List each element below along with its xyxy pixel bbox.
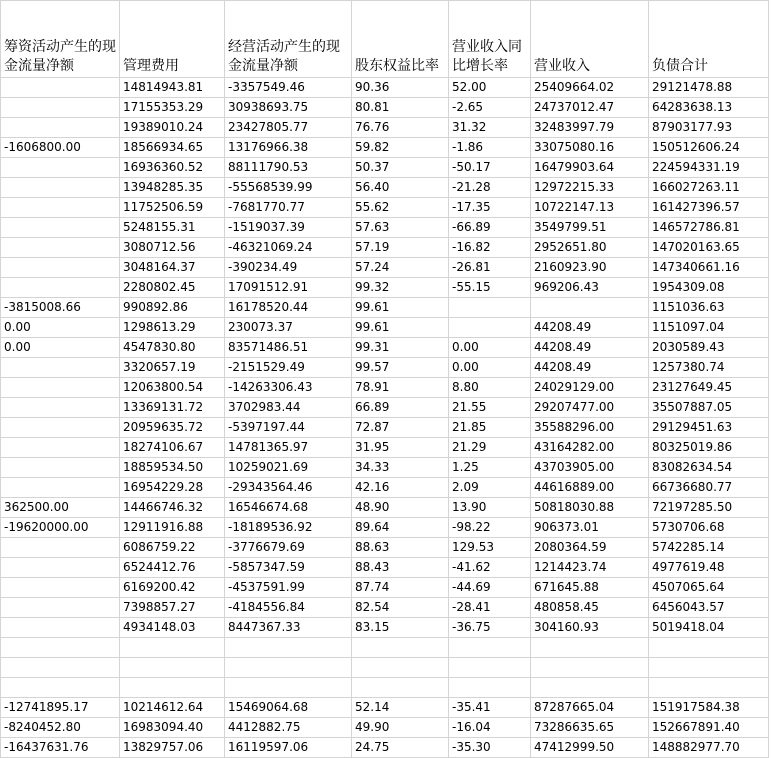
table-row bbox=[1, 638, 769, 658]
cell-financing-cash-flow[interactable] bbox=[1, 78, 120, 98]
cell-total-liabilities[interactable]: 6456043.57 bbox=[649, 598, 769, 618]
cell-revenue[interactable]: 25409664.02 bbox=[531, 78, 649, 98]
cell-equity-ratio[interactable]: 99.61 bbox=[352, 318, 449, 338]
cell-operating-cash-flow[interactable]: 83571486.51 bbox=[225, 338, 352, 358]
cell-total-liabilities[interactable]: 1151036.63 bbox=[649, 298, 769, 318]
cell-admin-expenses[interactable]: 3320657.19 bbox=[120, 358, 225, 378]
cell-revenue-growth[interactable] bbox=[449, 318, 531, 338]
cell-admin-expenses[interactable]: 10214612.64 bbox=[120, 698, 225, 718]
cell-financing-cash-flow[interactable] bbox=[1, 458, 120, 478]
cell-admin-expenses[interactable]: 4547830.80 bbox=[120, 338, 225, 358]
cell-total-liabilities[interactable]: 147020163.65 bbox=[649, 238, 769, 258]
cell-revenue-growth[interactable]: -36.75 bbox=[449, 618, 531, 638]
cell-equity-ratio[interactable]: 78.91 bbox=[352, 378, 449, 398]
header-cell-total-liabilities[interactable]: 负债合计 bbox=[649, 1, 769, 78]
cell-admin-expenses[interactable]: 4934148.03 bbox=[120, 618, 225, 638]
cell-revenue-growth[interactable]: -55.15 bbox=[449, 278, 531, 298]
cell-admin-expenses[interactable]: 3048164.37 bbox=[120, 258, 225, 278]
cell-financing-cash-flow[interactable] bbox=[1, 178, 120, 198]
cell-financing-cash-flow[interactable] bbox=[1, 98, 120, 118]
cell-financing-cash-flow[interactable] bbox=[1, 598, 120, 618]
cell-operating-cash-flow[interactable]: 10259021.69 bbox=[225, 458, 352, 478]
cell-total-liabilities[interactable]: 5730706.68 bbox=[649, 518, 769, 538]
cell-total-liabilities[interactable]: 152667891.40 bbox=[649, 718, 769, 738]
cell-operating-cash-flow[interactable]: -29343564.46 bbox=[225, 478, 352, 498]
cell-operating-cash-flow[interactable]: 14781365.97 bbox=[225, 438, 352, 458]
cell-operating-cash-flow[interactable]: 88111790.53 bbox=[225, 158, 352, 178]
cell-revenue[interactable]: 906373.01 bbox=[531, 518, 649, 538]
cell-revenue[interactable]: 2952651.80 bbox=[531, 238, 649, 258]
cell-operating-cash-flow[interactable]: 3702983.44 bbox=[225, 398, 352, 418]
cell-financing-cash-flow[interactable] bbox=[1, 258, 120, 278]
cell-operating-cash-flow[interactable] bbox=[225, 638, 352, 658]
cell-operating-cash-flow[interactable]: -1519037.39 bbox=[225, 218, 352, 238]
cell-operating-cash-flow[interactable]: -3357549.46 bbox=[225, 78, 352, 98]
cell-equity-ratio[interactable]: 34.33 bbox=[352, 458, 449, 478]
cell-revenue-growth[interactable] bbox=[449, 678, 531, 698]
cell-revenue-growth[interactable]: -16.82 bbox=[449, 238, 531, 258]
cell-revenue[interactable]: 44616889.00 bbox=[531, 478, 649, 498]
cell-revenue-growth[interactable]: 8.80 bbox=[449, 378, 531, 398]
cell-total-liabilities[interactable]: 2030589.43 bbox=[649, 338, 769, 358]
cell-financing-cash-flow[interactable] bbox=[1, 378, 120, 398]
cell-admin-expenses[interactable]: 14814943.81 bbox=[120, 78, 225, 98]
header-cell-admin-expenses[interactable]: 管理费用 bbox=[120, 1, 225, 78]
header-cell-operating-cash-flow[interactable]: 经营活动产生的现金流量净额 bbox=[225, 1, 352, 78]
table-row bbox=[1, 578, 769, 598]
cell-equity-ratio[interactable] bbox=[352, 678, 449, 698]
cell-operating-cash-flow[interactable]: -3776679.69 bbox=[225, 538, 352, 558]
cell-operating-cash-flow[interactable] bbox=[225, 658, 352, 678]
cell-operating-cash-flow[interactable]: -2151529.49 bbox=[225, 358, 352, 378]
cell-total-liabilities[interactable]: 224594331.19 bbox=[649, 158, 769, 178]
cell-admin-expenses[interactable]: 12911916.88 bbox=[120, 518, 225, 538]
cell-total-liabilities[interactable]: 151917584.38 bbox=[649, 698, 769, 718]
cell-revenue[interactable]: 480858.45 bbox=[531, 598, 649, 618]
cell-financing-cash-flow[interactable] bbox=[1, 238, 120, 258]
cell-admin-expenses[interactable]: 16954229.28 bbox=[120, 478, 225, 498]
cell-revenue[interactable]: 43164282.00 bbox=[531, 438, 649, 458]
cell-operating-cash-flow[interactable]: -18189536.92 bbox=[225, 518, 352, 538]
cell-operating-cash-flow[interactable]: 17091512.91 bbox=[225, 278, 352, 298]
cell-equity-ratio[interactable]: 57.24 bbox=[352, 258, 449, 278]
cell-admin-expenses[interactable] bbox=[120, 638, 225, 658]
table-row bbox=[1, 558, 769, 578]
table-row bbox=[1, 338, 769, 358]
cell-operating-cash-flow[interactable]: 230073.37 bbox=[225, 318, 352, 338]
cell-operating-cash-flow[interactable]: -390234.49 bbox=[225, 258, 352, 278]
cell-equity-ratio[interactable] bbox=[352, 658, 449, 678]
cell-financing-cash-flow[interactable]: 0.00 bbox=[1, 318, 120, 338]
cell-revenue-growth[interactable]: -66.89 bbox=[449, 218, 531, 238]
cell-revenue-growth[interactable]: -35.30 bbox=[449, 738, 531, 758]
cell-revenue[interactable]: 304160.93 bbox=[531, 618, 649, 638]
table-row bbox=[1, 378, 769, 398]
cell-revenue[interactable]: 44208.49 bbox=[531, 358, 649, 378]
cell-admin-expenses[interactable]: 1298613.29 bbox=[120, 318, 225, 338]
cell-revenue[interactable]: 29207477.00 bbox=[531, 398, 649, 418]
cell-operating-cash-flow[interactable]: -7681770.77 bbox=[225, 198, 352, 218]
cell-equity-ratio[interactable]: 31.95 bbox=[352, 438, 449, 458]
cell-revenue-growth[interactable] bbox=[449, 658, 531, 678]
cell-total-liabilities[interactable]: 29129451.63 bbox=[649, 418, 769, 438]
cell-equity-ratio[interactable]: 89.64 bbox=[352, 518, 449, 538]
cell-revenue[interactable] bbox=[531, 298, 649, 318]
table-row bbox=[1, 198, 769, 218]
cell-revenue-growth[interactable]: 52.00 bbox=[449, 78, 531, 98]
cell-equity-ratio[interactable]: 88.63 bbox=[352, 538, 449, 558]
table-row bbox=[1, 178, 769, 198]
cell-admin-expenses[interactable]: 16983094.40 bbox=[120, 718, 225, 738]
cell-total-liabilities[interactable]: 5019418.04 bbox=[649, 618, 769, 638]
cell-financing-cash-flow[interactable]: -12741895.17 bbox=[1, 698, 120, 718]
header-cell-revenue[interactable]: 营业收入 bbox=[531, 1, 649, 78]
cell-equity-ratio[interactable]: 49.90 bbox=[352, 718, 449, 738]
spreadsheet-body bbox=[1, 1, 769, 758]
cell-revenue[interactable]: 2080364.59 bbox=[531, 538, 649, 558]
cell-operating-cash-flow[interactable]: 15469064.68 bbox=[225, 698, 352, 718]
cell-equity-ratio[interactable]: 57.19 bbox=[352, 238, 449, 258]
cell-revenue[interactable]: 24737012.47 bbox=[531, 98, 649, 118]
cell-financing-cash-flow[interactable]: -16437631.76 bbox=[1, 738, 120, 758]
cell-admin-expenses[interactable]: 12063800.54 bbox=[120, 378, 225, 398]
cell-operating-cash-flow[interactable] bbox=[225, 678, 352, 698]
table-row bbox=[1, 598, 769, 618]
cell-operating-cash-flow[interactable]: -55568539.99 bbox=[225, 178, 352, 198]
cell-operating-cash-flow[interactable]: -5397197.44 bbox=[225, 418, 352, 438]
cell-total-liabilities[interactable]: 35507887.05 bbox=[649, 398, 769, 418]
table-row bbox=[1, 258, 769, 278]
cell-revenue[interactable]: 47412999.50 bbox=[531, 738, 649, 758]
cell-revenue-growth[interactable]: -98.22 bbox=[449, 518, 531, 538]
cell-equity-ratio[interactable]: 59.82 bbox=[352, 138, 449, 158]
cell-admin-expenses[interactable]: 6086759.22 bbox=[120, 538, 225, 558]
cell-admin-expenses[interactable]: 6169200.42 bbox=[120, 578, 225, 598]
cell-revenue-growth[interactable]: 13.90 bbox=[449, 498, 531, 518]
cell-revenue[interactable]: 671645.88 bbox=[531, 578, 649, 598]
cell-admin-expenses[interactable]: 6524412.76 bbox=[120, 558, 225, 578]
cell-equity-ratio[interactable]: 90.36 bbox=[352, 78, 449, 98]
table-row bbox=[1, 398, 769, 418]
cell-financing-cash-flow[interactable] bbox=[1, 278, 120, 298]
cell-total-liabilities[interactable]: 87903177.93 bbox=[649, 118, 769, 138]
cell-total-liabilities[interactable]: 1954309.08 bbox=[649, 278, 769, 298]
cell-operating-cash-flow[interactable]: 4412882.75 bbox=[225, 718, 352, 738]
cell-total-liabilities[interactable]: 72197285.50 bbox=[649, 498, 769, 518]
cell-admin-expenses[interactable]: 14466746.32 bbox=[120, 498, 225, 518]
table-row bbox=[1, 78, 769, 98]
cell-total-liabilities[interactable]: 83082634.54 bbox=[649, 458, 769, 478]
cell-revenue[interactable]: 32483997.79 bbox=[531, 118, 649, 138]
cell-equity-ratio[interactable]: 99.32 bbox=[352, 278, 449, 298]
header-cell-financing-cash-flow[interactable]: 筹资活动产生的现金流量净额 bbox=[1, 1, 120, 78]
cell-operating-cash-flow[interactable]: 8447367.33 bbox=[225, 618, 352, 638]
cell-admin-expenses[interactable]: 5248155.31 bbox=[120, 218, 225, 238]
cell-revenue-growth[interactable]: 21.85 bbox=[449, 418, 531, 438]
cell-total-liabilities[interactable]: 23127649.45 bbox=[649, 378, 769, 398]
cell-revenue[interactable] bbox=[531, 678, 649, 698]
table-row bbox=[1, 238, 769, 258]
table-row bbox=[1, 358, 769, 378]
cell-operating-cash-flow[interactable]: 16546674.68 bbox=[225, 498, 352, 518]
cell-total-liabilities[interactable]: 166027263.11 bbox=[649, 178, 769, 198]
cell-equity-ratio[interactable]: 24.75 bbox=[352, 738, 449, 758]
cell-financing-cash-flow[interactable] bbox=[1, 358, 120, 378]
cell-revenue[interactable]: 44208.49 bbox=[531, 338, 649, 358]
cell-revenue[interactable]: 43703905.00 bbox=[531, 458, 649, 478]
cell-financing-cash-flow[interactable] bbox=[1, 678, 120, 698]
cell-revenue[interactable]: 10722147.13 bbox=[531, 198, 649, 218]
table-row bbox=[1, 218, 769, 238]
cell-total-liabilities[interactable]: 64283638.13 bbox=[649, 98, 769, 118]
cell-revenue-growth[interactable]: 0.00 bbox=[449, 338, 531, 358]
cell-financing-cash-flow[interactable]: -3815008.66 bbox=[1, 298, 120, 318]
cell-revenue-growth[interactable]: 21.29 bbox=[449, 438, 531, 458]
cell-equity-ratio[interactable]: 83.15 bbox=[352, 618, 449, 638]
cell-revenue[interactable]: 33075080.16 bbox=[531, 138, 649, 158]
cell-equity-ratio[interactable]: 42.16 bbox=[352, 478, 449, 498]
cell-revenue[interactable]: 44208.49 bbox=[531, 318, 649, 338]
cell-revenue-growth[interactable]: -35.41 bbox=[449, 698, 531, 718]
cell-financing-cash-flow[interactable] bbox=[1, 638, 120, 658]
cell-revenue[interactable]: 73286635.65 bbox=[531, 718, 649, 738]
table-row bbox=[1, 298, 769, 318]
table-row bbox=[1, 138, 769, 158]
cell-revenue-growth[interactable]: 31.32 bbox=[449, 118, 531, 138]
cell-total-liabilities[interactable]: 66736680.77 bbox=[649, 478, 769, 498]
table-row bbox=[1, 118, 769, 138]
cell-financing-cash-flow[interactable] bbox=[1, 218, 120, 238]
cell-total-liabilities[interactable]: 29121478.88 bbox=[649, 78, 769, 98]
cell-financing-cash-flow[interactable] bbox=[1, 198, 120, 218]
cell-revenue[interactable]: 24029129.00 bbox=[531, 378, 649, 398]
cell-revenue-growth[interactable]: 0.00 bbox=[449, 358, 531, 378]
cell-equity-ratio[interactable]: 87.74 bbox=[352, 578, 449, 598]
header-cell-revenue-growth[interactable]: 营业收入同比增长率 bbox=[449, 1, 531, 78]
table-row bbox=[1, 458, 769, 478]
cell-total-liabilities[interactable] bbox=[649, 638, 769, 658]
cell-revenue[interactable]: 87287665.04 bbox=[531, 698, 649, 718]
cell-admin-expenses[interactable]: 17155353.29 bbox=[120, 98, 225, 118]
cell-equity-ratio[interactable]: 72.87 bbox=[352, 418, 449, 438]
cell-revenue[interactable]: 969206.43 bbox=[531, 278, 649, 298]
table-row bbox=[1, 318, 769, 338]
cell-revenue-growth[interactable]: -26.81 bbox=[449, 258, 531, 278]
cell-operating-cash-flow[interactable]: 16178520.44 bbox=[225, 298, 352, 318]
cell-equity-ratio[interactable]: 99.57 bbox=[352, 358, 449, 378]
cell-admin-expenses[interactable]: 18274106.67 bbox=[120, 438, 225, 458]
cell-operating-cash-flow[interactable]: -4184556.84 bbox=[225, 598, 352, 618]
cell-total-liabilities[interactable]: 147340661.16 bbox=[649, 258, 769, 278]
table-row bbox=[1, 738, 769, 758]
cell-financing-cash-flow[interactable] bbox=[1, 438, 120, 458]
cell-financing-cash-flow[interactable] bbox=[1, 558, 120, 578]
cell-equity-ratio[interactable]: 80.81 bbox=[352, 98, 449, 118]
cell-revenue-growth[interactable]: -28.41 bbox=[449, 598, 531, 618]
cell-total-liabilities[interactable]: 1151097.04 bbox=[649, 318, 769, 338]
cell-admin-expenses[interactable]: 7398857.27 bbox=[120, 598, 225, 618]
cell-financing-cash-flow[interactable] bbox=[1, 478, 120, 498]
table-row bbox=[1, 698, 769, 718]
cell-operating-cash-flow[interactable]: -5857347.59 bbox=[225, 558, 352, 578]
cell-revenue-growth[interactable]: 21.55 bbox=[449, 398, 531, 418]
cell-financing-cash-flow[interactable] bbox=[1, 418, 120, 438]
cell-revenue[interactable] bbox=[531, 638, 649, 658]
cell-admin-expenses[interactable]: 16936360.52 bbox=[120, 158, 225, 178]
table-row bbox=[1, 438, 769, 458]
cell-equity-ratio[interactable]: 66.89 bbox=[352, 398, 449, 418]
cell-revenue-growth[interactable] bbox=[449, 638, 531, 658]
cell-operating-cash-flow[interactable]: 16119597.06 bbox=[225, 738, 352, 758]
cell-admin-expenses[interactable]: 11752506.59 bbox=[120, 198, 225, 218]
table-row bbox=[1, 618, 769, 638]
table-row bbox=[1, 278, 769, 298]
cell-equity-ratio[interactable]: 55.62 bbox=[352, 198, 449, 218]
cell-financing-cash-flow[interactable] bbox=[1, 578, 120, 598]
cell-revenue[interactable]: 50818030.88 bbox=[531, 498, 649, 518]
cell-total-liabilities[interactable]: 4977619.48 bbox=[649, 558, 769, 578]
cell-revenue-growth[interactable] bbox=[449, 298, 531, 318]
cell-revenue[interactable]: 3549799.51 bbox=[531, 218, 649, 238]
cell-financing-cash-flow[interactable] bbox=[1, 618, 120, 638]
cell-operating-cash-flow[interactable]: 30938693.75 bbox=[225, 98, 352, 118]
cell-revenue[interactable] bbox=[531, 658, 649, 678]
table-row bbox=[1, 678, 769, 698]
cell-admin-expenses[interactable] bbox=[120, 678, 225, 698]
cell-admin-expenses[interactable]: 19389010.24 bbox=[120, 118, 225, 138]
cell-financing-cash-flow[interactable]: 0.00 bbox=[1, 338, 120, 358]
cell-financing-cash-flow[interactable] bbox=[1, 158, 120, 178]
cell-total-liabilities[interactable]: 5742285.14 bbox=[649, 538, 769, 558]
cell-equity-ratio[interactable] bbox=[352, 638, 449, 658]
cell-total-liabilities[interactable]: 1257380.74 bbox=[649, 358, 769, 378]
cell-total-liabilities[interactable]: 150512606.24 bbox=[649, 138, 769, 158]
cell-admin-expenses[interactable]: 990892.86 bbox=[120, 298, 225, 318]
cell-operating-cash-flow[interactable]: 23427805.77 bbox=[225, 118, 352, 138]
cell-total-liabilities[interactable]: 4507065.64 bbox=[649, 578, 769, 598]
cell-operating-cash-flow[interactable]: 13176966.38 bbox=[225, 138, 352, 158]
cell-financing-cash-flow[interactable]: -19620000.00 bbox=[1, 518, 120, 538]
cell-revenue-growth[interactable]: -16.04 bbox=[449, 718, 531, 738]
cell-total-liabilities[interactable] bbox=[649, 678, 769, 698]
cell-revenue[interactable]: 16479903.64 bbox=[531, 158, 649, 178]
cell-admin-expenses[interactable]: 13369131.72 bbox=[120, 398, 225, 418]
cell-revenue[interactable]: 35588296.00 bbox=[531, 418, 649, 438]
cell-equity-ratio[interactable]: 56.40 bbox=[352, 178, 449, 198]
cell-admin-expenses[interactable]: 2280802.45 bbox=[120, 278, 225, 298]
cell-financing-cash-flow[interactable] bbox=[1, 538, 120, 558]
cell-revenue[interactable]: 12972215.33 bbox=[531, 178, 649, 198]
cell-operating-cash-flow[interactable]: -14263306.43 bbox=[225, 378, 352, 398]
cell-admin-expenses[interactable]: 13948285.35 bbox=[120, 178, 225, 198]
cell-financing-cash-flow[interactable] bbox=[1, 118, 120, 138]
cell-revenue-growth[interactable]: 129.53 bbox=[449, 538, 531, 558]
cell-equity-ratio[interactable]: 99.31 bbox=[352, 338, 449, 358]
cell-total-liabilities[interactable]: 80325019.86 bbox=[649, 438, 769, 458]
table-row bbox=[1, 498, 769, 518]
cell-admin-expenses[interactable]: 18859534.50 bbox=[120, 458, 225, 478]
cell-revenue-growth[interactable]: -21.28 bbox=[449, 178, 531, 198]
cell-equity-ratio[interactable]: 76.76 bbox=[352, 118, 449, 138]
table-row bbox=[1, 538, 769, 558]
cell-admin-expenses[interactable] bbox=[120, 658, 225, 678]
cell-admin-expenses[interactable]: 18566934.65 bbox=[120, 138, 225, 158]
table-row bbox=[1, 478, 769, 498]
cell-equity-ratio[interactable]: 82.54 bbox=[352, 598, 449, 618]
header-row bbox=[1, 1, 769, 78]
cell-revenue-growth[interactable]: -41.62 bbox=[449, 558, 531, 578]
cell-operating-cash-flow[interactable]: -46321069.24 bbox=[225, 238, 352, 258]
cell-revenue[interactable]: 2160923.90 bbox=[531, 258, 649, 278]
table-row bbox=[1, 518, 769, 538]
cell-revenue-growth[interactable]: -1.86 bbox=[449, 138, 531, 158]
cell-total-liabilities[interactable] bbox=[649, 658, 769, 678]
table-row bbox=[1, 418, 769, 438]
cell-revenue-growth[interactable]: 1.25 bbox=[449, 458, 531, 478]
cell-revenue-growth[interactable]: -17.35 bbox=[449, 198, 531, 218]
cell-admin-expenses[interactable]: 13829757.06 bbox=[120, 738, 225, 758]
cell-revenue-growth[interactable]: -44.69 bbox=[449, 578, 531, 598]
table-row bbox=[1, 158, 769, 178]
cell-financing-cash-flow[interactable]: 362500.00 bbox=[1, 498, 120, 518]
cell-financing-cash-flow[interactable]: -8240452.80 bbox=[1, 718, 120, 738]
table-row bbox=[1, 658, 769, 678]
table-row bbox=[1, 98, 769, 118]
cell-equity-ratio[interactable]: 52.14 bbox=[352, 698, 449, 718]
cell-equity-ratio[interactable]: 99.61 bbox=[352, 298, 449, 318]
cell-equity-ratio[interactable]: 50.37 bbox=[352, 158, 449, 178]
cell-financing-cash-flow[interactable] bbox=[1, 398, 120, 418]
header-cell-equity-ratio[interactable]: 股东权益比率 bbox=[352, 1, 449, 78]
cell-total-liabilities[interactable]: 146572786.81 bbox=[649, 218, 769, 238]
cell-operating-cash-flow[interactable]: -4537591.99 bbox=[225, 578, 352, 598]
cell-revenue-growth[interactable]: 2.09 bbox=[449, 478, 531, 498]
cell-revenue[interactable]: 1214423.74 bbox=[531, 558, 649, 578]
cell-total-liabilities[interactable]: 148882977.70 bbox=[649, 738, 769, 758]
cell-admin-expenses[interactable]: 20959635.72 bbox=[120, 418, 225, 438]
cell-equity-ratio[interactable]: 48.90 bbox=[352, 498, 449, 518]
cell-admin-expenses[interactable]: 3080712.56 bbox=[120, 238, 225, 258]
cell-revenue-growth[interactable]: -2.65 bbox=[449, 98, 531, 118]
cell-revenue-growth[interactable]: -50.17 bbox=[449, 158, 531, 178]
cell-equity-ratio[interactable]: 88.43 bbox=[352, 558, 449, 578]
cell-financing-cash-flow[interactable]: -1606800.00 bbox=[1, 138, 120, 158]
cell-equity-ratio[interactable]: 57.63 bbox=[352, 218, 449, 238]
cell-financing-cash-flow[interactable] bbox=[1, 658, 120, 678]
cell-total-liabilities[interactable]: 161427396.57 bbox=[649, 198, 769, 218]
